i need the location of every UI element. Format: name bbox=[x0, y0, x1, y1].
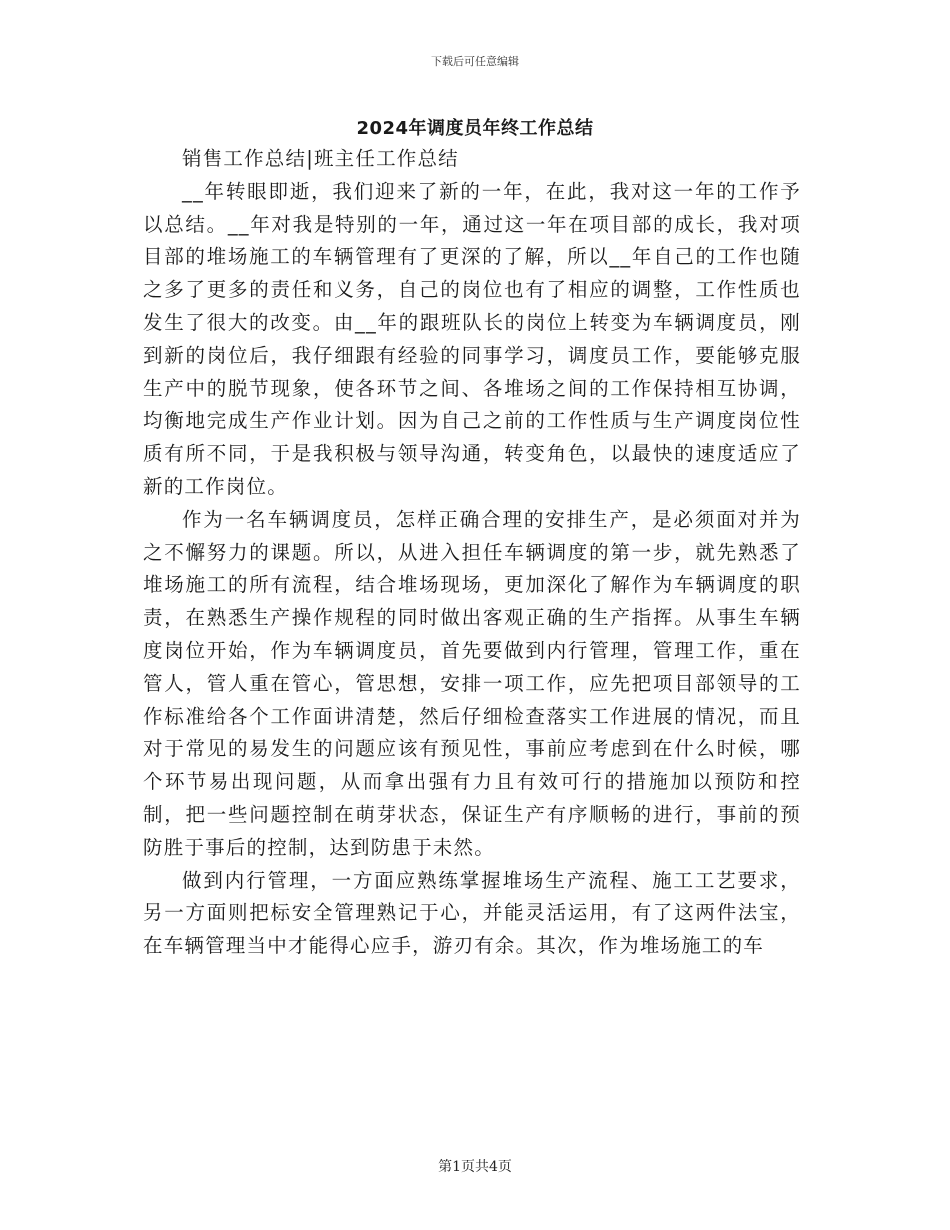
paragraph-1: __年转眼即逝，我们迎来了新的一年，在此，我对这一年的工作予以总结。__年对我是特别的一年，通过这一年在项目部的成长，我对项目部的堆场施工的车辆管理有了更深的了解，所以__年自己的工作也随之多了更多的责任和义务，自己的岗位也有了相应的调整，工作性质也发生了很大的改变。由__年的跟班队长的岗位上转变为车辆调度员，刚到新的岗位后，我仔细跟有经验的同事学习，调度员工作，要能够克服生产中的脱节现象，使各环节之间、各堆场之间的工作保持相互协调，均衡地完成生产作业计划。因为自己之前的工作性质与生产调度岗位性质有所不同，于是我积极与领导沟通，转变角色，以最快的速度适应了新的工作岗位。 bbox=[143, 179, 801, 498]
page-number: 第1页共4页 bbox=[438, 1159, 512, 1175]
header-note: 下载后可任意编辑 bbox=[431, 55, 519, 68]
document-title: 2024年调度员年终工作总结 bbox=[356, 118, 594, 139]
paragraph-3: 做到内行管理，一方面应熟练掌握堆场生产流程、施工工艺要求，另一方面则把标安全管理熟记于心，并能灵活运用，有了这两件法宝，在车辆管理当中才能得心应手，游刃有余。其次，作为堆场施工的车 bbox=[143, 868, 801, 958]
paragraph-2: 作为一名车辆调度员，怎样正确合理的安排生产，是必须面对并为之不懈努力的课题。所以，从进入担任车辆调度的第一步，就先熟悉了堆场施工的所有流程，结合堆场现场，更加深化了解作为车辆调度的职责，在熟悉生产操作规程的同时做出客观正确的生产指挥。从事生车辆度岗位开始，作为车辆调度员，首先要做到内行管理，管理工作，重在管人，管人重在管心，管思想，安排一项工作，应先把项目部领导的工作标准给各个工作面讲清楚，然后仔细检查落实工作进展的情况，而且对于常见的易发生的问题应该有预见性，事前应考虑到在什么时候，哪个环节易出现问题，从而拿出强有力且有效可行的措施加以预防和控制，把一些问题控制在萌芽状态，保证生产有序顺畅的进行，事前的预防胜于事后的控制，达到防患于未然。 bbox=[143, 507, 801, 859]
tags-line: 销售工作总结|班主任工作总结 bbox=[182, 147, 459, 170]
document-body bbox=[143, 143, 801, 963]
